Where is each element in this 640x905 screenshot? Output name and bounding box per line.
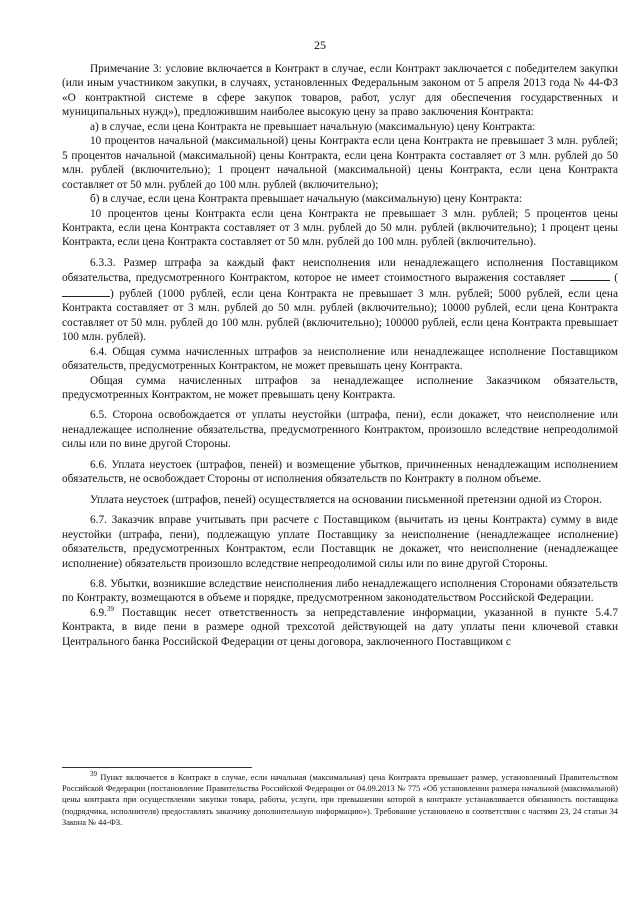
clause-6-7: 6.7. Заказчик вправе учитывать при расчете с Поставщиком (вычитать из цены Контракта) сумму в виде неустойки (штрафа, пени), подлежащую уплате Поставщику за неисполнение (ненадлежащее исполнение) обязательств, предусмотренных Контрактом, если Поставщик не докажет, что неисполнение (ненадлежащее исполнение) обязательств произошло вследствие непреодолимой силы или по вине другой Стороны.: [62, 514, 618, 570]
clause-6-5: 6.5. Сторона освобождается от уплаты неустойки (штрафа, пени), если докажет, что неисполнение или ненадлежащее исполнение обязательства, предусмотренного Контрактом, произошло вследствие непреодолимой силы или по вине другой Стороны.: [62, 409, 618, 451]
amount-blank-field[interactable]: [570, 270, 610, 281]
clause-6-3-3-rest: ) рублей (1000 рублей, если цена Контракта не превышает 3 млн. рублей; 5000 рублей, если цена Контракта составляет от 3 млн. рублей до 50 млн. рублей (включительно); 10000 рублей, если цена Контракта составляет от 50 млн. рублей до 100 млн. рублей (включительно); 100000 рублей, если цена Контракта превышает 100 млн. рублей).: [62, 287, 618, 344]
footnote-text: Пункт включается в Контракт в случае, если начальная (максимальная) цена Контракта превышает размер, установленный Правительством Российской Федерации (постановление Правительства Российской Федерации от 04.09.2013 № 775 «Об установлении размера начальной (максимальной) цены контракта при осуществлении закупки товара, работы, услуги, при превышении которой в контракте устанавливается обязанность поставщика (подрядчика, исполнителя) предоставлять заказчику дополнительную информацию»). Требование установлено в соответствии с частями 23, 24 статьи 34 Закона № 44-ФЗ.: [62, 773, 618, 827]
clause-6-6-claim: Уплата неустоек (штрафов, пеней) осуществляется на основании письменной претензии одной из Сторон.: [90, 493, 602, 506]
footnote-paragraph: [62, 772, 618, 828]
clause-6-4: 6.4. Общая сумма начисленных штрафов за неисполнение или ненадлежащее исполнение Поставщиком обязательств, предусмотренных Контрактом, не может превышать цену Контракта.: [62, 345, 618, 373]
amount-words-blank-field[interactable]: [62, 286, 110, 297]
page-body: [62, 62, 618, 649]
clause-6-8: 6.8. Убытки, возникшие вследствие неисполнения либо ненадлежащего исполнения Сторонами обязательств по Контракту, возмещаются в объеме и порядке, предусмотренном законодательством Российской Федерации.: [62, 577, 618, 605]
case-a-heading: а) в случае, если цена Контракта не превышает начальную (максимальную) цену Контракта:: [90, 120, 536, 133]
clause-6-9-number: 6.9.: [90, 606, 107, 619]
clause-6-9-text: Поставщик несет ответственность за непредставление информации, указанной в пункте 5.4.7 Контракта, в виде пени в размере одной трехсотой действующей на дату уплаты пени ключевой ставки Центрального банка Российской Федерации от цены договора, заключенного Поставщиком с: [62, 606, 618, 648]
footnote-marker: 39: [90, 770, 97, 779]
footnote-divider: [62, 767, 252, 768]
case-b-text: 10 процентов цены Контракта если цена Контракта не превышает 3 млн. рублей; 5 процентов цены Контракта, если цена Контракта составляет от 3 млн. рублей до 50 млн. рублей (включительно); 1 процент цены Контракта, если цена Контракта составляет от 50 млн. рублей до 100 млн. рублей (включительно).: [62, 207, 618, 249]
page-number: 25: [314, 38, 326, 52]
clause-6-6: 6.6. Уплата неустоек (штрафов, пеней) и возмещение убытков, причиненных ненадлежащим исполнением обязательств, не освобождает Стороны от исполнения обязательств по Контракту в полном объеме.: [62, 458, 618, 486]
clause-6-3-3: [62, 256, 618, 345]
footnote-39: [62, 772, 618, 828]
note-3-paragraph: Примечание 3: условие включается в Контракт в случае, если Контракт заключается с победителем закупки (или иным участником закупки, в случаях, установленных Федеральным законом от 5 апреля 2013 года № 44-ФЗ «О контрактной системе в сфере закупок товаров, работ, услуг для обеспечения государственных и муниципальных нужд»), предложившим наиболее высокую цену за право заключения Контракта:: [62, 63, 618, 119]
clause-6-4-customer: Общая сумма начисленных штрафов за ненадлежащее исполнение Заказчиком обязательств, предусмотренных Контрактом, не может превышать цену Контракта.: [62, 374, 618, 401]
clause-6-3-3-start: 6.3.3. Размер штрафа за каждый факт неисполнения или ненадлежащего исполнения Поставщиком обязательства, предусмотренного Контрактом, которое не имеет стоимостного выражения составляет: [62, 256, 618, 285]
clause-6-3-3-paren: (: [614, 272, 619, 285]
clause-6-9: [62, 606, 618, 649]
footnote-ref-39[interactable]: 39: [106, 605, 114, 614]
case-a-text: 10 процентов начальной (максимальной) цены Контракта если цена Контракта не превышает 3 млн. рублей; 5 процентов начальной (максимальной) цены Контракта, если цена Контракта составляет от 3 млн. рублей до 50 млн. рублей (включительно); 1 процент начальной (максимальной) цены Контракта, если цена Контракта составляет от 50 млн. рублей до 100 млн. рублей (включительно);: [62, 135, 618, 191]
case-b-heading: б) в случае, если цена Контракта превышает начальную (максимальную) цену Контракта:: [90, 193, 523, 206]
